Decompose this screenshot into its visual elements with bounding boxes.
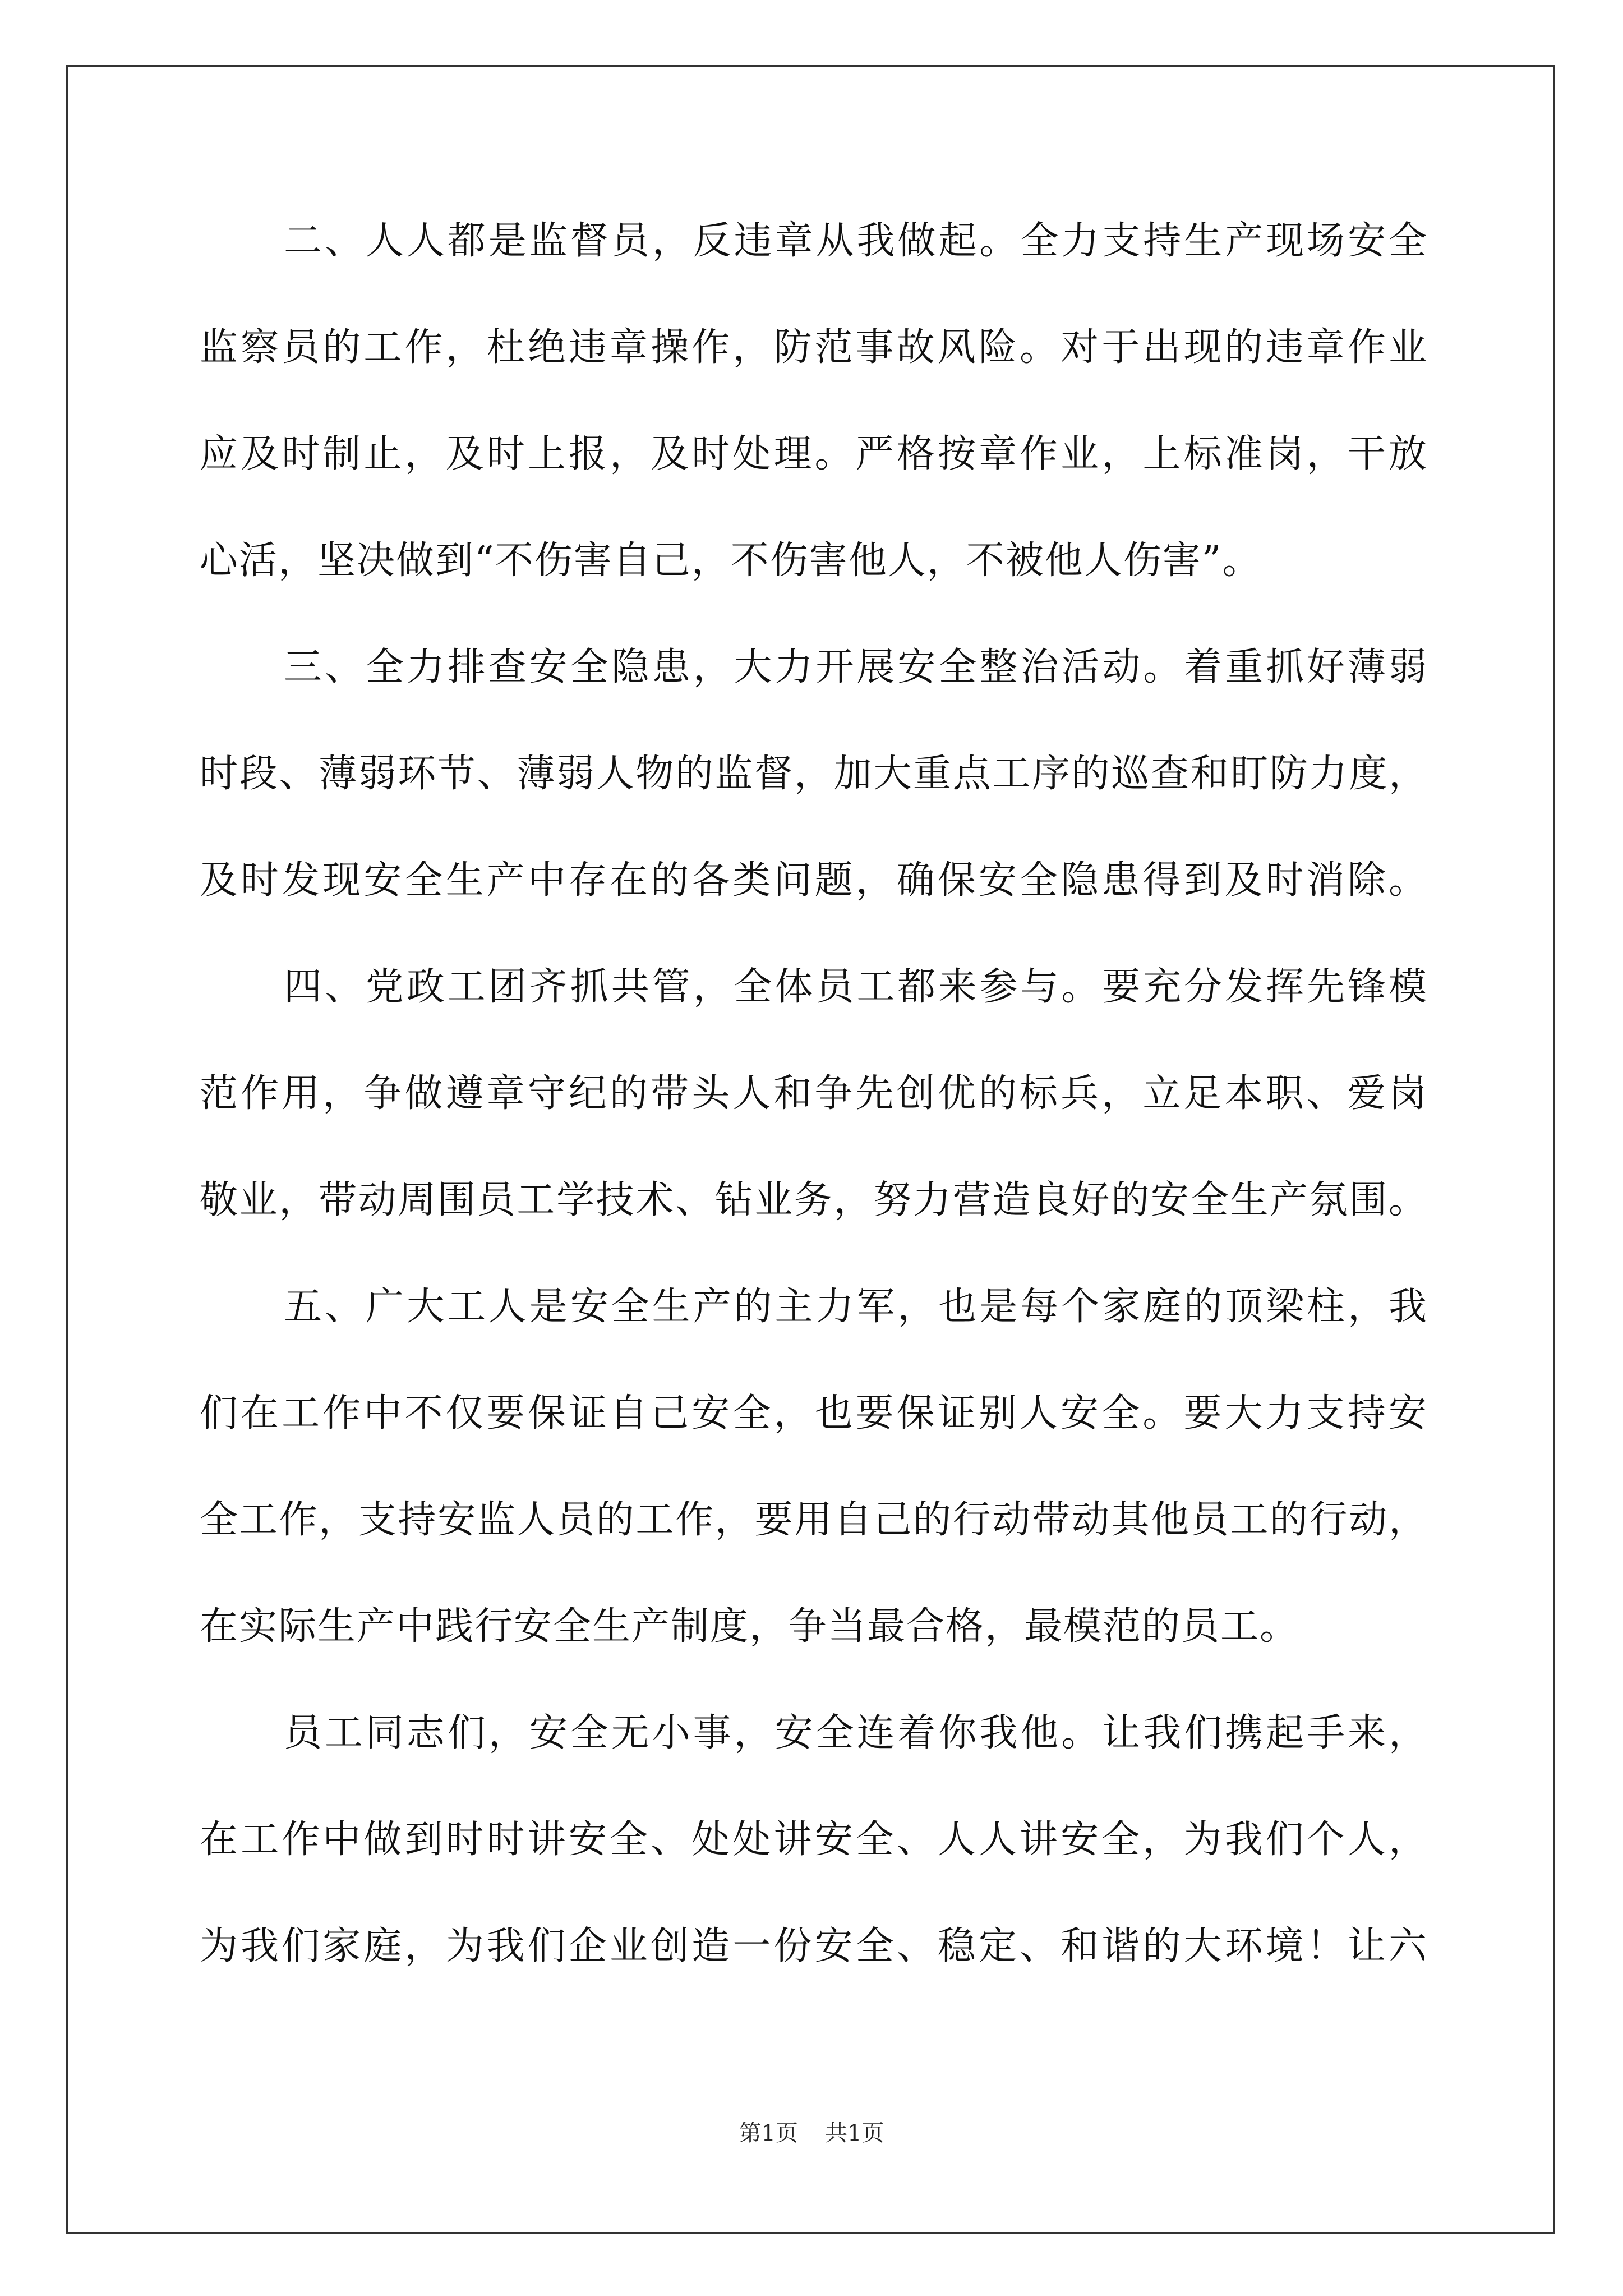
page-total: 共1页 [825,2120,884,2146]
text-line: 二、人人都是监督员，反违章从我做起。全力支持生产现场安全 [284,219,1428,263]
text-line: 三、全力排查安全隐患，大力开展安全整治活动。着重抓好薄弱 [284,645,1428,689]
text-line: 五、广大工人是安全生产的主力军，也是每个家庭的顶梁柱，我 [284,1285,1428,1329]
text-line: 员工同志们，安全无小事，安全连着你我他。让我们携起手来， [284,1711,1428,1755]
text-line: 全工作，支持安监人员的工作，要用自己的行动带动其他员工的行动， [200,1498,1428,1542]
text-line: 们在工作中不仅要保证自己安全，也要保证别人安全。要大力支持安 [200,1391,1428,1435]
text-line: 敬业，带动周围员工学技术、钻业务，努力营造良好的安全生产氛围。 [200,1178,1428,1222]
text-line: 时段、薄弱环节、薄弱人物的监督，加大重点工序的巡查和盯防力度， [200,752,1428,796]
page-footer [0,2119,1623,2147]
text-line: 四、党政工团齐抓共管，全体员工都来参与。要充分发挥先锋模 [284,965,1428,1009]
text-line: 心活，坚决做到“不伤害自己，不伤害他人，不被他人伤害”。 [200,539,1262,583]
text-line: 及时发现安全生产中存在的各类问题，确保安全隐患得到及时消除。 [200,858,1428,903]
page-border [66,65,1555,2234]
page-number: 第1页 [739,2120,798,2146]
text-line: 监察员的工作，杜绝违章操作，防范事故风险。对于出现的违章作业 [200,325,1428,370]
text-line: 为我们家庭，为我们企业创造一份安全、稳定、和谐的大环境！让六 [200,1924,1428,1968]
text-line: 范作用，争做遵章守纪的带头人和争先创优的标兵，立足本职、爱岗 [200,1071,1428,1116]
text-line: 在工作中做到时时讲安全、处处讲安全、人人讲安全，为我们个人， [200,1818,1428,1862]
text-line: 在实际生产中践行安全生产制度，争当最合格，最模范的员工。 [200,1604,1299,1649]
text-line: 应及时制止，及时上报，及时处理。严格按章作业，上标准岗，干放 [200,432,1428,476]
